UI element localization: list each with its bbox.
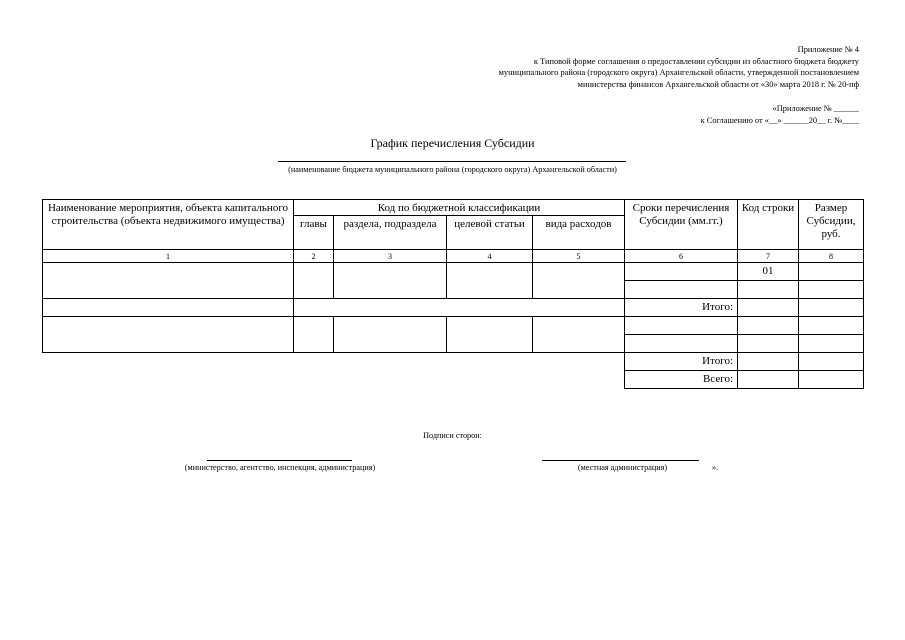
section-code-cell[interactable] xyxy=(334,263,447,299)
activity-name-cell[interactable] xyxy=(43,317,294,353)
column-number: 4 xyxy=(447,250,533,263)
column-number: 6 xyxy=(625,250,738,263)
target-item-code-cell[interactable] xyxy=(447,317,533,353)
transfer-date-cell[interactable] xyxy=(625,335,738,353)
grand-total-amount-cell[interactable] xyxy=(799,371,864,389)
budget-name-line xyxy=(278,161,626,162)
closing-quote: ». xyxy=(712,463,719,472)
header-subsidy-amount: Размер Субсидии, руб. xyxy=(799,200,864,250)
agreement-appendix-reference xyxy=(701,103,859,126)
column-number: 7 xyxy=(738,250,799,263)
agreement-date-line: к Соглашению от «__» ______20__ г. №____ xyxy=(700,115,859,125)
column-number: 2 xyxy=(294,250,334,263)
row-code-cell[interactable] xyxy=(738,335,799,353)
section-code-cell[interactable] xyxy=(334,317,447,353)
subtotal-label: Итого: xyxy=(625,299,738,317)
subsidy-amount-cell[interactable] xyxy=(799,335,864,353)
subsidy-schedule-table xyxy=(42,199,864,389)
header-line: муниципального района (городского округа) Архангельской области, утвержденной постановлением xyxy=(498,68,859,78)
transfer-date-cell[interactable] xyxy=(625,263,738,281)
header-section: раздела, подраздела xyxy=(334,216,447,250)
document-title: График перечисления Субсидии xyxy=(370,136,535,150)
header-target-item: целевой статьи xyxy=(447,216,533,250)
subsidy-amount-cell[interactable] xyxy=(799,281,864,299)
chapter-code-cell[interactable] xyxy=(294,317,334,353)
grand-total-label: Всего: xyxy=(625,371,738,389)
grand-total-code-cell[interactable] xyxy=(738,371,799,389)
right-signature-caption: (местная администрация) xyxy=(577,463,668,472)
subsidy-amount-cell[interactable] xyxy=(799,317,864,335)
row-code-cell[interactable] xyxy=(738,281,799,299)
chapter-code-cell[interactable] xyxy=(294,263,334,299)
signatures-title: Подписи сторон: xyxy=(423,431,482,440)
header-expense-type: вида расходов xyxy=(533,216,625,250)
header-activity-name: Наименование мероприятия, объекта капитального строительства (объекта недвижимого имущества) xyxy=(43,200,294,250)
header-line: министерства финансов Архангельской области от «30» марта 2018 г. № 20-пф xyxy=(577,79,859,89)
header-transfer-dates: Сроки перечисления Субсидии (мм.гг.) xyxy=(625,200,738,250)
column-number: 8 xyxy=(799,250,864,263)
row-code-cell[interactable] xyxy=(738,317,799,335)
column-number: 1 xyxy=(43,250,294,263)
subtotal-amount-cell[interactable] xyxy=(799,299,864,317)
expense-type-code-cell[interactable] xyxy=(533,263,625,299)
header-budget-classification: Код по бюджетной классификации xyxy=(294,200,625,216)
appendix-header xyxy=(499,44,859,90)
budget-name-caption: (наименование бюджета муниципального района (городского округа) Архангельской области) xyxy=(288,165,617,174)
transfer-date-cell[interactable] xyxy=(625,317,738,335)
activity-name-cell[interactable] xyxy=(43,299,294,317)
expense-type-code-cell[interactable] xyxy=(533,317,625,353)
subtotal-amount-cell[interactable] xyxy=(799,353,864,371)
column-number: 3 xyxy=(334,250,447,263)
activity-name-cell[interactable] xyxy=(43,263,294,299)
row-code-cell: 01 xyxy=(738,263,799,281)
subtotal-code-cell[interactable] xyxy=(738,353,799,371)
target-item-code-cell[interactable] xyxy=(447,263,533,299)
subtotal-label: Итого: xyxy=(625,353,738,371)
header-row-code: Код строки xyxy=(738,200,799,250)
right-signature-line[interactable] xyxy=(542,460,699,461)
subsidy-amount-cell[interactable] xyxy=(799,263,864,281)
subtotal-code-cell[interactable] xyxy=(738,299,799,317)
blank-area xyxy=(43,353,625,371)
column-number: 5 xyxy=(533,250,625,263)
blank-area xyxy=(43,371,625,389)
left-signature-caption: (министерство, агентство, инспекция, администрация) xyxy=(184,463,376,472)
budget-code-cell[interactable] xyxy=(294,299,625,317)
transfer-date-cell[interactable] xyxy=(625,281,738,299)
header-chapter: главы xyxy=(294,216,334,250)
left-signature-line[interactable] xyxy=(207,460,352,461)
header-line: к Типовой форме соглашения о предоставлении субсидии из областного бюджета бюджету xyxy=(533,56,859,66)
appendix-number-line: «Приложение № ______ xyxy=(772,104,859,113)
header-line: Приложение № 4 xyxy=(797,45,859,54)
